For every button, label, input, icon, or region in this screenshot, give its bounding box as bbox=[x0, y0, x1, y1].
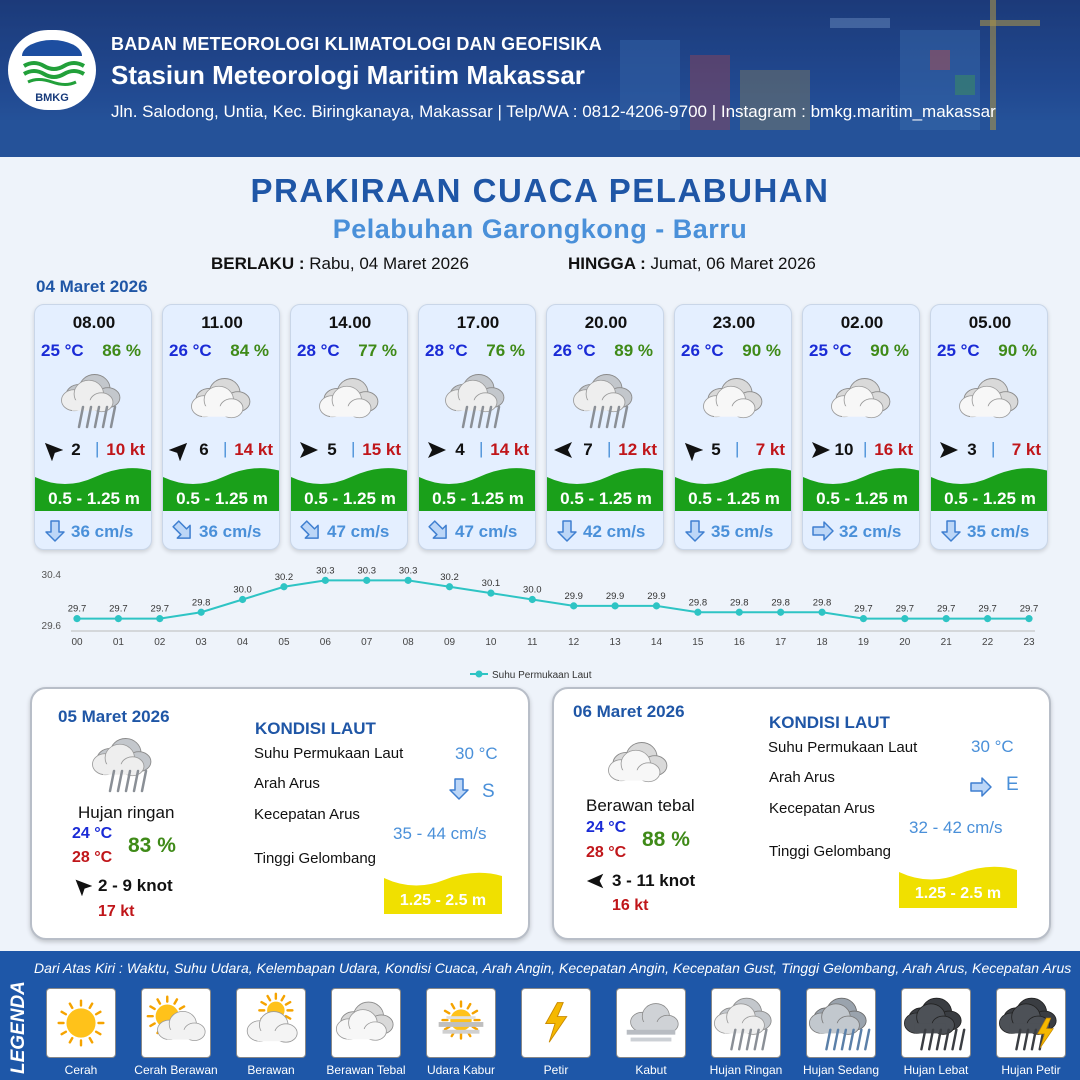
card-wind-speed: 4 bbox=[455, 440, 465, 459]
card-temperature: 26 °C bbox=[169, 341, 212, 360]
sst-data-label: 30.1 bbox=[481, 578, 501, 590]
chart-legend-label: Suhu Permukaan Laut bbox=[492, 670, 592, 681]
day2-temp-max: 28 °C bbox=[72, 849, 113, 866]
sst-data-point bbox=[446, 583, 453, 590]
card-humidity: 77 % bbox=[358, 341, 397, 360]
forecast-card bbox=[418, 304, 536, 550]
day3-weather-icon bbox=[604, 729, 674, 799]
cerah-berawan-icon bbox=[142, 989, 210, 1057]
card-gust: 14 kt bbox=[490, 440, 529, 459]
card-gust: 14 kt bbox=[234, 440, 273, 459]
x-tick-label: 07 bbox=[361, 637, 373, 648]
berawan-icon bbox=[237, 989, 305, 1057]
header-banner bbox=[0, 0, 1080, 157]
day3-sst-label: Suhu Permukaan Laut bbox=[768, 739, 918, 756]
legend-item-label: Kabut bbox=[635, 1063, 667, 1077]
card-temperature: 28 °C bbox=[297, 341, 340, 360]
current-direction-icon bbox=[171, 519, 195, 543]
day2-date: 05 Maret 2026 bbox=[58, 707, 170, 726]
x-tick-label: 13 bbox=[609, 637, 621, 648]
sst-data-point bbox=[570, 602, 577, 609]
x-tick-label: 05 bbox=[278, 637, 290, 648]
day2-panel bbox=[30, 687, 530, 940]
x-tick-label: 09 bbox=[443, 637, 456, 648]
sst-data-point bbox=[73, 615, 80, 622]
day2-temp-min: 24 °C bbox=[72, 825, 113, 842]
sst-data-label: 29.7 bbox=[936, 603, 956, 615]
bmkg-emblem-icon bbox=[8, 30, 96, 92]
bmkg-logo bbox=[8, 30, 96, 110]
wind-direction-icon bbox=[41, 439, 63, 461]
x-tick-label: 02 bbox=[154, 637, 166, 648]
legend-item-berawan bbox=[236, 988, 306, 1058]
sst-data-point bbox=[198, 609, 205, 616]
x-tick-label: 17 bbox=[775, 637, 787, 648]
card-separator: | bbox=[351, 439, 356, 458]
sst-data-point bbox=[1025, 615, 1032, 622]
legend-item-hujan-petir bbox=[996, 988, 1066, 1058]
card-current-speed: 32 cm/s bbox=[839, 522, 902, 541]
card-humidity: 90 % bbox=[998, 341, 1037, 360]
sst-data-point bbox=[322, 577, 329, 584]
sst-data-point bbox=[818, 609, 825, 616]
sst-data-label: 30.3 bbox=[316, 565, 335, 577]
sst-data-label: 30.0 bbox=[523, 584, 542, 596]
berawan-tebal-icon bbox=[187, 365, 257, 435]
sst-data-point bbox=[280, 583, 287, 590]
x-tick-label: 23 bbox=[1023, 637, 1035, 648]
forecast-card bbox=[802, 304, 920, 550]
legend-item-label: Hujan Sedang bbox=[802, 1063, 880, 1077]
y-tick-label: 29.6 bbox=[41, 621, 61, 632]
legend-item-label: Berawan bbox=[247, 1063, 295, 1077]
card-humidity: 89 % bbox=[614, 341, 653, 360]
legend-item-label: Cerah bbox=[64, 1063, 98, 1077]
cerah-icon bbox=[47, 989, 115, 1057]
card-separator: | bbox=[863, 439, 868, 458]
x-tick-label: 19 bbox=[857, 637, 869, 648]
x-tick-label: 04 bbox=[237, 637, 249, 648]
day2-wind-direction-icon bbox=[72, 876, 92, 896]
day3-gust: 16 kt bbox=[612, 897, 649, 914]
sst-data-point bbox=[984, 615, 991, 622]
day2-condition: Hujan ringan bbox=[78, 803, 175, 822]
hujan-ringan-icon bbox=[59, 365, 129, 435]
card-current-speed: 36 cm/s bbox=[199, 522, 262, 541]
card-wave-height: 0.5 - 1.25 m bbox=[816, 489, 908, 508]
legend-item-label: Udara Kabur bbox=[426, 1063, 496, 1077]
card-temperature: 26 °C bbox=[681, 341, 724, 360]
card-temperature: 26 °C bbox=[553, 341, 596, 360]
day3-current-speed-label: Kecepatan Arus bbox=[769, 800, 875, 817]
card-time: 14.00 bbox=[328, 313, 372, 332]
card-humidity: 84 % bbox=[230, 341, 269, 360]
card-temperature: 28 °C bbox=[425, 341, 468, 360]
sst-data-point bbox=[777, 609, 784, 616]
card-time: 20.00 bbox=[584, 313, 628, 332]
card-temperature: 25 °C bbox=[41, 341, 84, 360]
card-wind-speed: 2 bbox=[71, 440, 81, 459]
card-separator: | bbox=[991, 439, 996, 458]
card-wind-speed: 5 bbox=[711, 440, 721, 459]
x-tick-label: 08 bbox=[402, 637, 414, 648]
forecast-card bbox=[930, 304, 1048, 550]
forecast-card bbox=[290, 304, 408, 550]
day2-current-speed-label: Kecepatan Arus bbox=[254, 806, 360, 823]
sst-data-label: 29.8 bbox=[730, 597, 749, 609]
legend-item-label: Berawan Tebal bbox=[326, 1063, 406, 1077]
berawan-tebal-icon bbox=[827, 365, 897, 435]
card-wave-height: 0.5 - 1.25 m bbox=[432, 489, 524, 508]
day2-sst-value: 30 °C bbox=[455, 744, 498, 763]
sst-data-label: 30.3 bbox=[357, 565, 376, 577]
x-tick-label: 11 bbox=[527, 637, 538, 648]
day2-gust: 17 kt bbox=[98, 903, 135, 920]
sst-data-label: 29.8 bbox=[771, 597, 790, 609]
card-gust: 15 kt bbox=[362, 440, 401, 459]
legend-item-label: Petir bbox=[543, 1063, 569, 1077]
card-humidity: 76 % bbox=[486, 341, 525, 360]
current-direction-icon bbox=[683, 519, 707, 543]
day3-kondisi-title: KONDISI LAUT bbox=[769, 713, 890, 732]
day2-current-dir-value: S bbox=[482, 781, 495, 802]
legend-title bbox=[2, 966, 32, 1076]
day3-current-speed-value: 32 - 42 cm/s bbox=[909, 818, 1003, 837]
card-temperature: 25 °C bbox=[937, 341, 980, 360]
legend-item-label: Hujan Ringan bbox=[709, 1063, 783, 1077]
berawan-tebal-icon bbox=[332, 989, 400, 1057]
x-tick-label: 22 bbox=[982, 637, 994, 648]
x-tick-label: 20 bbox=[899, 637, 911, 648]
card-wave-height: 0.5 - 1.25 m bbox=[304, 489, 396, 508]
card-gust: 12 kt bbox=[618, 440, 657, 459]
card-wave-height: 0.5 - 1.25 m bbox=[688, 489, 780, 508]
legend-item-label: Hujan Petir bbox=[1001, 1063, 1061, 1077]
card-separator: | bbox=[735, 439, 740, 458]
wind-direction-icon bbox=[169, 439, 191, 461]
sst-data-label: 29.7 bbox=[150, 603, 170, 615]
day2-weather-icon bbox=[90, 729, 160, 799]
day3-condition: Berawan tebal bbox=[586, 796, 695, 815]
legend-item-udara-kabur bbox=[426, 988, 496, 1058]
card-wave-height: 0.5 - 1.25 m bbox=[560, 489, 652, 508]
card-humidity: 90 % bbox=[870, 341, 909, 360]
station-address: Jln. Salodong, Untia, Kec. Biringkanaya, Makassar | Telp/WA : 0812-4206-9700 | Instagram : bmkg.maritim_makassar bbox=[111, 102, 996, 121]
org-name: BADAN METEOROLOGI KLIMATOLOGI DAN GEOFISIKA bbox=[111, 34, 602, 54]
card-wind-speed: 6 bbox=[199, 440, 209, 459]
card-separator: | bbox=[95, 439, 100, 458]
legend-item-berawan-tebal bbox=[331, 988, 401, 1058]
card-current-speed: 47 cm/s bbox=[327, 522, 390, 541]
day3-temp-max: 28 °C bbox=[586, 844, 627, 861]
sst-data-label: 29.7 bbox=[854, 603, 873, 615]
legend-item-cerah-berawan bbox=[141, 988, 211, 1058]
valid-to-label: HINGGA : bbox=[568, 254, 646, 273]
sst-data-point bbox=[611, 602, 618, 609]
valid-from-value: Rabu, 04 Maret 2026 bbox=[309, 254, 469, 273]
sst-data-point bbox=[694, 609, 701, 616]
card-gust: 10 kt bbox=[106, 440, 145, 459]
x-tick-label: 12 bbox=[568, 637, 580, 648]
card-wind-speed: 10 bbox=[834, 440, 854, 459]
hujan-petir-icon bbox=[997, 989, 1065, 1057]
card-wind-speed: 7 bbox=[583, 440, 593, 459]
legend-item-hujan-ringan bbox=[711, 988, 781, 1058]
current-direction-icon bbox=[299, 519, 323, 543]
sst-data-point bbox=[487, 590, 494, 597]
card-separator: | bbox=[607, 439, 612, 458]
sst-data-point bbox=[363, 577, 370, 584]
sst-data-label: 30.0 bbox=[233, 584, 252, 596]
sst-line-chart bbox=[30, 562, 1060, 687]
day3-date: 06 Maret 2026 bbox=[573, 702, 685, 721]
day2-kondisi-title: KONDISI LAUT bbox=[255, 719, 376, 738]
card-wave-height: 0.5 - 1.25 m bbox=[944, 489, 1036, 508]
day3-current-dir-label: Arah Arus bbox=[769, 769, 835, 786]
day3-panel bbox=[552, 687, 1051, 940]
card-time: 17.00 bbox=[456, 313, 500, 332]
legend-item-label: Hujan Lebat bbox=[903, 1063, 969, 1077]
card-temperature: 25 °C bbox=[809, 341, 852, 360]
day2-current-direction-icon bbox=[447, 777, 471, 801]
card-gust: 16 kt bbox=[874, 440, 913, 459]
sst-data-label: 30.2 bbox=[440, 571, 459, 583]
day3-wind-direction-icon bbox=[586, 871, 606, 891]
sst-data-point bbox=[736, 609, 743, 616]
day3-wave-label: Tinggi Gelombang bbox=[769, 843, 892, 860]
logo-text: BMKG bbox=[35, 92, 69, 104]
valid-from-label: BERLAKU : bbox=[211, 254, 305, 273]
sst-data-label: 29.9 bbox=[564, 590, 583, 602]
day2-current-dir-label: Arah Arus bbox=[254, 775, 320, 792]
day2-wind-speed: 2 - 9 knot bbox=[98, 876, 173, 895]
sst-data-point bbox=[901, 615, 908, 622]
x-tick-label: 18 bbox=[816, 637, 828, 648]
wind-direction-icon bbox=[553, 439, 575, 461]
card-wave-height: 0.5 - 1.25 m bbox=[48, 489, 140, 508]
card-time: 08.00 bbox=[72, 313, 116, 332]
wind-direction-icon bbox=[937, 439, 959, 461]
sst-data-point bbox=[115, 615, 122, 622]
sst-data-label: 29.7 bbox=[109, 603, 128, 615]
day3-temp-min: 24 °C bbox=[586, 819, 627, 836]
legend-description: Dari Atas Kiri : Waktu, Suhu Udara, Kelembapan Udara, Kondisi Cuaca, Arah Angin, Kecepatan Angin, Kecepatan Gust, Tinggi Gelombang, Arah Arus, Kecepatan Arus bbox=[34, 960, 1072, 976]
card-current-speed: 42 cm/s bbox=[583, 522, 646, 541]
sst-data-point bbox=[943, 615, 950, 622]
hujan-ringan-icon bbox=[443, 365, 513, 435]
card-humidity: 90 % bbox=[742, 341, 781, 360]
day2-current-speed-value: 35 - 44 cm/s bbox=[393, 824, 487, 843]
x-tick-label: 06 bbox=[319, 637, 331, 648]
wind-direction-icon bbox=[297, 439, 319, 461]
x-tick-label: 03 bbox=[195, 637, 207, 648]
day3-current-dir-value: E bbox=[1006, 774, 1019, 795]
petir-icon bbox=[522, 989, 590, 1057]
card-separator: | bbox=[223, 439, 228, 458]
day2-sst-label: Suhu Permukaan Laut bbox=[254, 745, 404, 762]
sst-data-label: 30.3 bbox=[398, 565, 418, 577]
hujan-ringan-icon bbox=[712, 989, 780, 1057]
x-tick-label: 16 bbox=[733, 637, 745, 648]
legend-point-swatch bbox=[476, 671, 483, 678]
card-current-speed: 35 cm/s bbox=[711, 522, 774, 541]
current-direction-icon bbox=[555, 519, 579, 543]
current-direction-icon bbox=[939, 519, 963, 543]
berawan-tebal-icon bbox=[699, 365, 769, 435]
day3-sst-value: 30 °C bbox=[971, 737, 1014, 756]
day2-humidity: 83 % bbox=[128, 834, 176, 857]
day2-wave-value: 1.25 - 2.5 m bbox=[399, 892, 487, 909]
forecast-card bbox=[546, 304, 664, 550]
valid-from bbox=[211, 254, 469, 274]
day2-wave-label: Tinggi Gelombang bbox=[254, 850, 377, 867]
x-tick-label: 15 bbox=[692, 637, 704, 648]
card-time: 02.00 bbox=[840, 313, 884, 332]
berawan-tebal-icon bbox=[315, 365, 385, 435]
sst-data-point bbox=[653, 602, 660, 609]
card-current-speed: 47 cm/s bbox=[455, 522, 518, 541]
card-wave-height: 0.5 - 1.25 m bbox=[176, 489, 268, 508]
sst-series-line bbox=[77, 580, 1029, 618]
wind-direction-icon bbox=[425, 439, 447, 461]
x-tick-label: 10 bbox=[485, 637, 497, 648]
day3-wind-speed: 3 - 11 knot bbox=[612, 871, 696, 890]
day3-humidity: 88 % bbox=[642, 828, 690, 851]
card-wind-speed: 3 bbox=[967, 440, 977, 459]
sst-data-label: 29.8 bbox=[191, 597, 211, 609]
x-tick-label: 21 bbox=[940, 637, 952, 648]
legend-item-petir bbox=[521, 988, 591, 1058]
x-tick-label: 14 bbox=[650, 637, 663, 648]
legend-item-hujan-lebat bbox=[901, 988, 971, 1058]
day3-wave-value: 1.25 - 2.5 m bbox=[914, 885, 1002, 902]
wind-direction-icon bbox=[809, 439, 831, 461]
sst-data-label: 29.8 bbox=[812, 597, 832, 609]
sst-data-label: 29.7 bbox=[895, 603, 915, 615]
forecast-card bbox=[162, 304, 280, 550]
sst-data-label: 30.2 bbox=[274, 571, 294, 583]
card-time: 05.00 bbox=[968, 313, 1012, 332]
current-direction-icon bbox=[427, 519, 451, 543]
sst-data-label: 29.9 bbox=[647, 590, 666, 602]
legend-item-label: Cerah Berawan bbox=[134, 1063, 218, 1077]
card-gust: 7 kt bbox=[755, 440, 785, 459]
card-current-speed: 36 cm/s bbox=[71, 522, 134, 541]
wind-direction-icon bbox=[681, 439, 703, 461]
udara-kabur-icon bbox=[427, 989, 495, 1057]
card-time: 23.00 bbox=[712, 313, 756, 332]
card-gust: 7 kt bbox=[1011, 440, 1041, 459]
station-name: Stasiun Meteorologi Maritim Makassar bbox=[111, 60, 585, 90]
valid-to-value: Jumat, 06 Maret 2026 bbox=[650, 254, 816, 273]
y-tick-label: 30.4 bbox=[41, 570, 61, 581]
page-subtitle: Pelabuhan Garongkong - Barru bbox=[332, 214, 748, 244]
current-direction-icon bbox=[811, 519, 835, 543]
sst-data-label: 29.9 bbox=[605, 590, 625, 602]
sst-data-label: 29.8 bbox=[688, 597, 708, 609]
hujan-sedang-icon bbox=[807, 989, 875, 1057]
sst-data-label: 29.7 bbox=[67, 603, 87, 615]
page-title: PRAKIRAAN CUACA PELABUHAN bbox=[250, 172, 830, 209]
sst-data-label: 29.7 bbox=[1019, 603, 1039, 615]
forecast-card bbox=[34, 304, 152, 550]
hujan-lebat-icon bbox=[902, 989, 970, 1057]
sst-data-point bbox=[529, 596, 536, 603]
legend-item-hujan-sedang bbox=[806, 988, 876, 1058]
sst-data-label: 29.7 bbox=[978, 603, 997, 615]
forecast-card bbox=[674, 304, 792, 550]
berawan-tebal-icon bbox=[955, 365, 1025, 435]
card-current-speed: 35 cm/s bbox=[967, 522, 1030, 541]
kabut-icon bbox=[617, 989, 685, 1057]
x-tick-label: 01 bbox=[112, 637, 124, 648]
sst-data-point bbox=[156, 615, 163, 622]
current-direction-icon bbox=[43, 519, 67, 543]
legend-item-kabut bbox=[616, 988, 686, 1058]
card-separator: | bbox=[479, 439, 484, 458]
legend-title-text: LEGENDA bbox=[8, 981, 29, 1074]
x-tick-label: 00 bbox=[71, 637, 83, 648]
card-humidity: 86 % bbox=[102, 341, 141, 360]
valid-to bbox=[568, 254, 816, 274]
sst-data-point bbox=[405, 577, 412, 584]
card-time: 11.00 bbox=[201, 313, 243, 332]
legend-item-cerah bbox=[46, 988, 116, 1058]
sst-data-point bbox=[239, 596, 246, 603]
sst-data-point bbox=[860, 615, 867, 622]
card-wind-speed: 5 bbox=[327, 440, 337, 459]
day3-current-direction-icon bbox=[969, 775, 993, 799]
day1-date: 04 Maret 2026 bbox=[36, 277, 148, 296]
hujan-ringan-icon bbox=[571, 365, 641, 435]
